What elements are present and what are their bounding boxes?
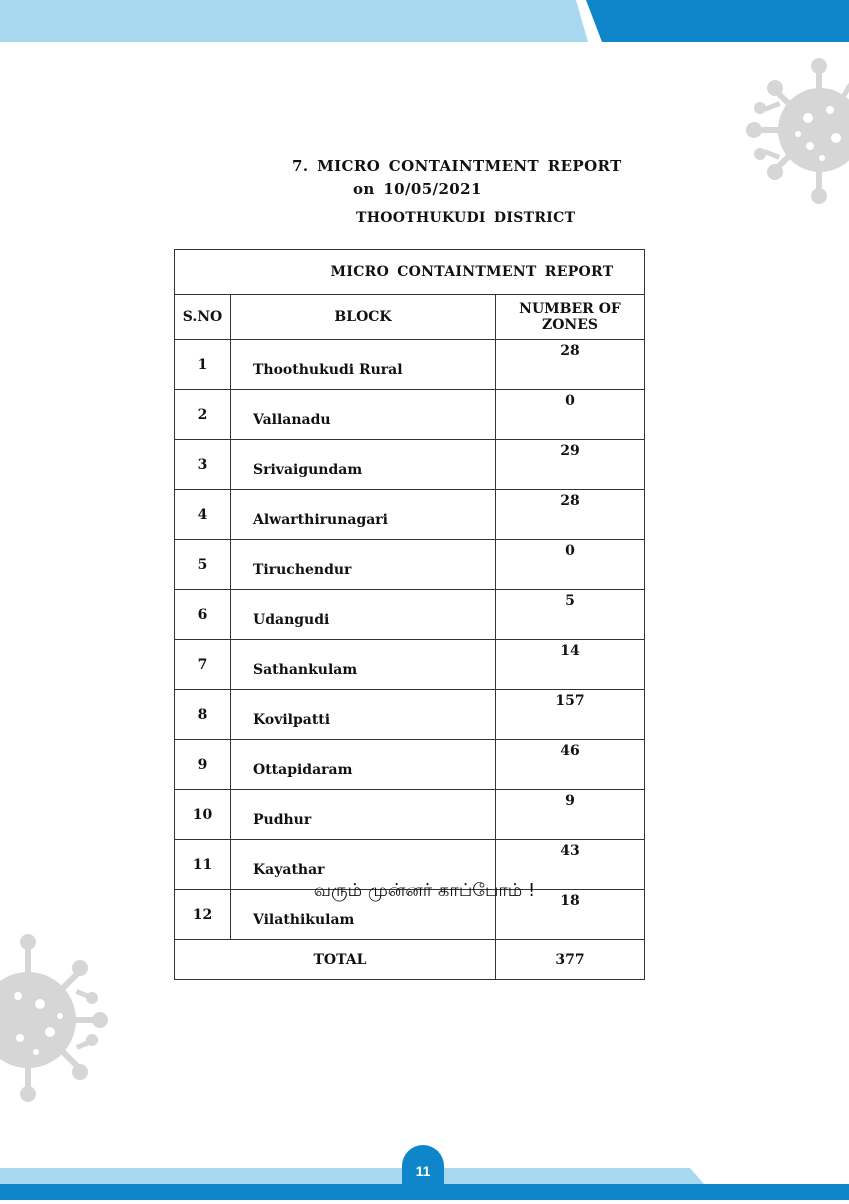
virus-decoration-icon bbox=[740, 50, 849, 210]
row-sno: 11 bbox=[175, 840, 231, 890]
header-zones: NUMBER OF ZONES bbox=[496, 295, 645, 340]
row-zones: 46 bbox=[496, 740, 645, 790]
row-sno: 4 bbox=[175, 490, 231, 540]
row-block: Vallanadu bbox=[231, 390, 496, 440]
table-total-row bbox=[175, 940, 645, 980]
tamil-slogan: வரும் முன்னர் காப்போம் ! bbox=[313, 880, 536, 901]
header-banner bbox=[0, 0, 849, 42]
row-zones: 28 bbox=[496, 490, 645, 540]
row-block: Vilathikulam bbox=[231, 890, 496, 940]
table-row bbox=[175, 390, 645, 440]
row-zones: 29 bbox=[496, 440, 645, 490]
row-zones: 0 bbox=[496, 540, 645, 590]
row-zones: 28 bbox=[496, 340, 645, 390]
row-block: Kovilpatti bbox=[231, 690, 496, 740]
table-row bbox=[175, 690, 645, 740]
table-caption-row bbox=[175, 250, 645, 295]
row-zones: 0 bbox=[496, 390, 645, 440]
row-block: Pudhur bbox=[231, 790, 496, 840]
header-block: BLOCK bbox=[231, 295, 496, 340]
table-row bbox=[175, 340, 645, 390]
row-block: Srivaigundam bbox=[231, 440, 496, 490]
table-row bbox=[175, 740, 645, 790]
header-sno: S.NO bbox=[175, 295, 231, 340]
row-sno: 12 bbox=[175, 890, 231, 940]
row-block: Kayathar bbox=[231, 840, 496, 890]
row-block: Udangudi bbox=[231, 590, 496, 640]
district-name: THOOTHUKUDI DISTRICT bbox=[356, 210, 576, 226]
report-date: on 10/05/2021 bbox=[353, 180, 482, 198]
row-sno: 3 bbox=[175, 440, 231, 490]
row-zones: 14 bbox=[496, 640, 645, 690]
row-block: Alwarthirunagari bbox=[231, 490, 496, 540]
table-row bbox=[175, 590, 645, 640]
row-zones: 5 bbox=[496, 590, 645, 640]
report-title: 7. MICRO CONTAINTMENT REPORT bbox=[292, 157, 622, 175]
row-sno: 6 bbox=[175, 590, 231, 640]
table-header-row bbox=[175, 295, 645, 340]
virus-decoration-icon bbox=[0, 928, 110, 1103]
table-caption: MICRO CONTAINTMENT REPORT bbox=[330, 264, 614, 280]
row-block: Sathankulam bbox=[231, 640, 496, 690]
total-value: 377 bbox=[496, 940, 645, 980]
row-zones: 18 bbox=[496, 890, 645, 940]
row-block: Thoothukudi Rural bbox=[231, 340, 496, 390]
row-block: Tiruchendur bbox=[231, 540, 496, 590]
row-sno: 7 bbox=[175, 640, 231, 690]
row-block: Ottapidaram bbox=[231, 740, 496, 790]
table-row bbox=[175, 440, 645, 490]
table-row bbox=[175, 640, 645, 690]
row-sno: 2 bbox=[175, 390, 231, 440]
containment-table bbox=[174, 249, 645, 980]
page-number: 11 bbox=[402, 1145, 444, 1200]
row-sno: 1 bbox=[175, 340, 231, 390]
row-sno: 8 bbox=[175, 690, 231, 740]
total-label: TOTAL bbox=[175, 940, 496, 980]
table-row bbox=[175, 790, 645, 840]
row-zones: 157 bbox=[496, 690, 645, 740]
table-row bbox=[175, 540, 645, 590]
table-row bbox=[175, 490, 645, 540]
row-zones: 43 bbox=[496, 840, 645, 890]
row-sno: 10 bbox=[175, 790, 231, 840]
row-zones: 9 bbox=[496, 790, 645, 840]
row-sno: 5 bbox=[175, 540, 231, 590]
row-sno: 9 bbox=[175, 740, 231, 790]
